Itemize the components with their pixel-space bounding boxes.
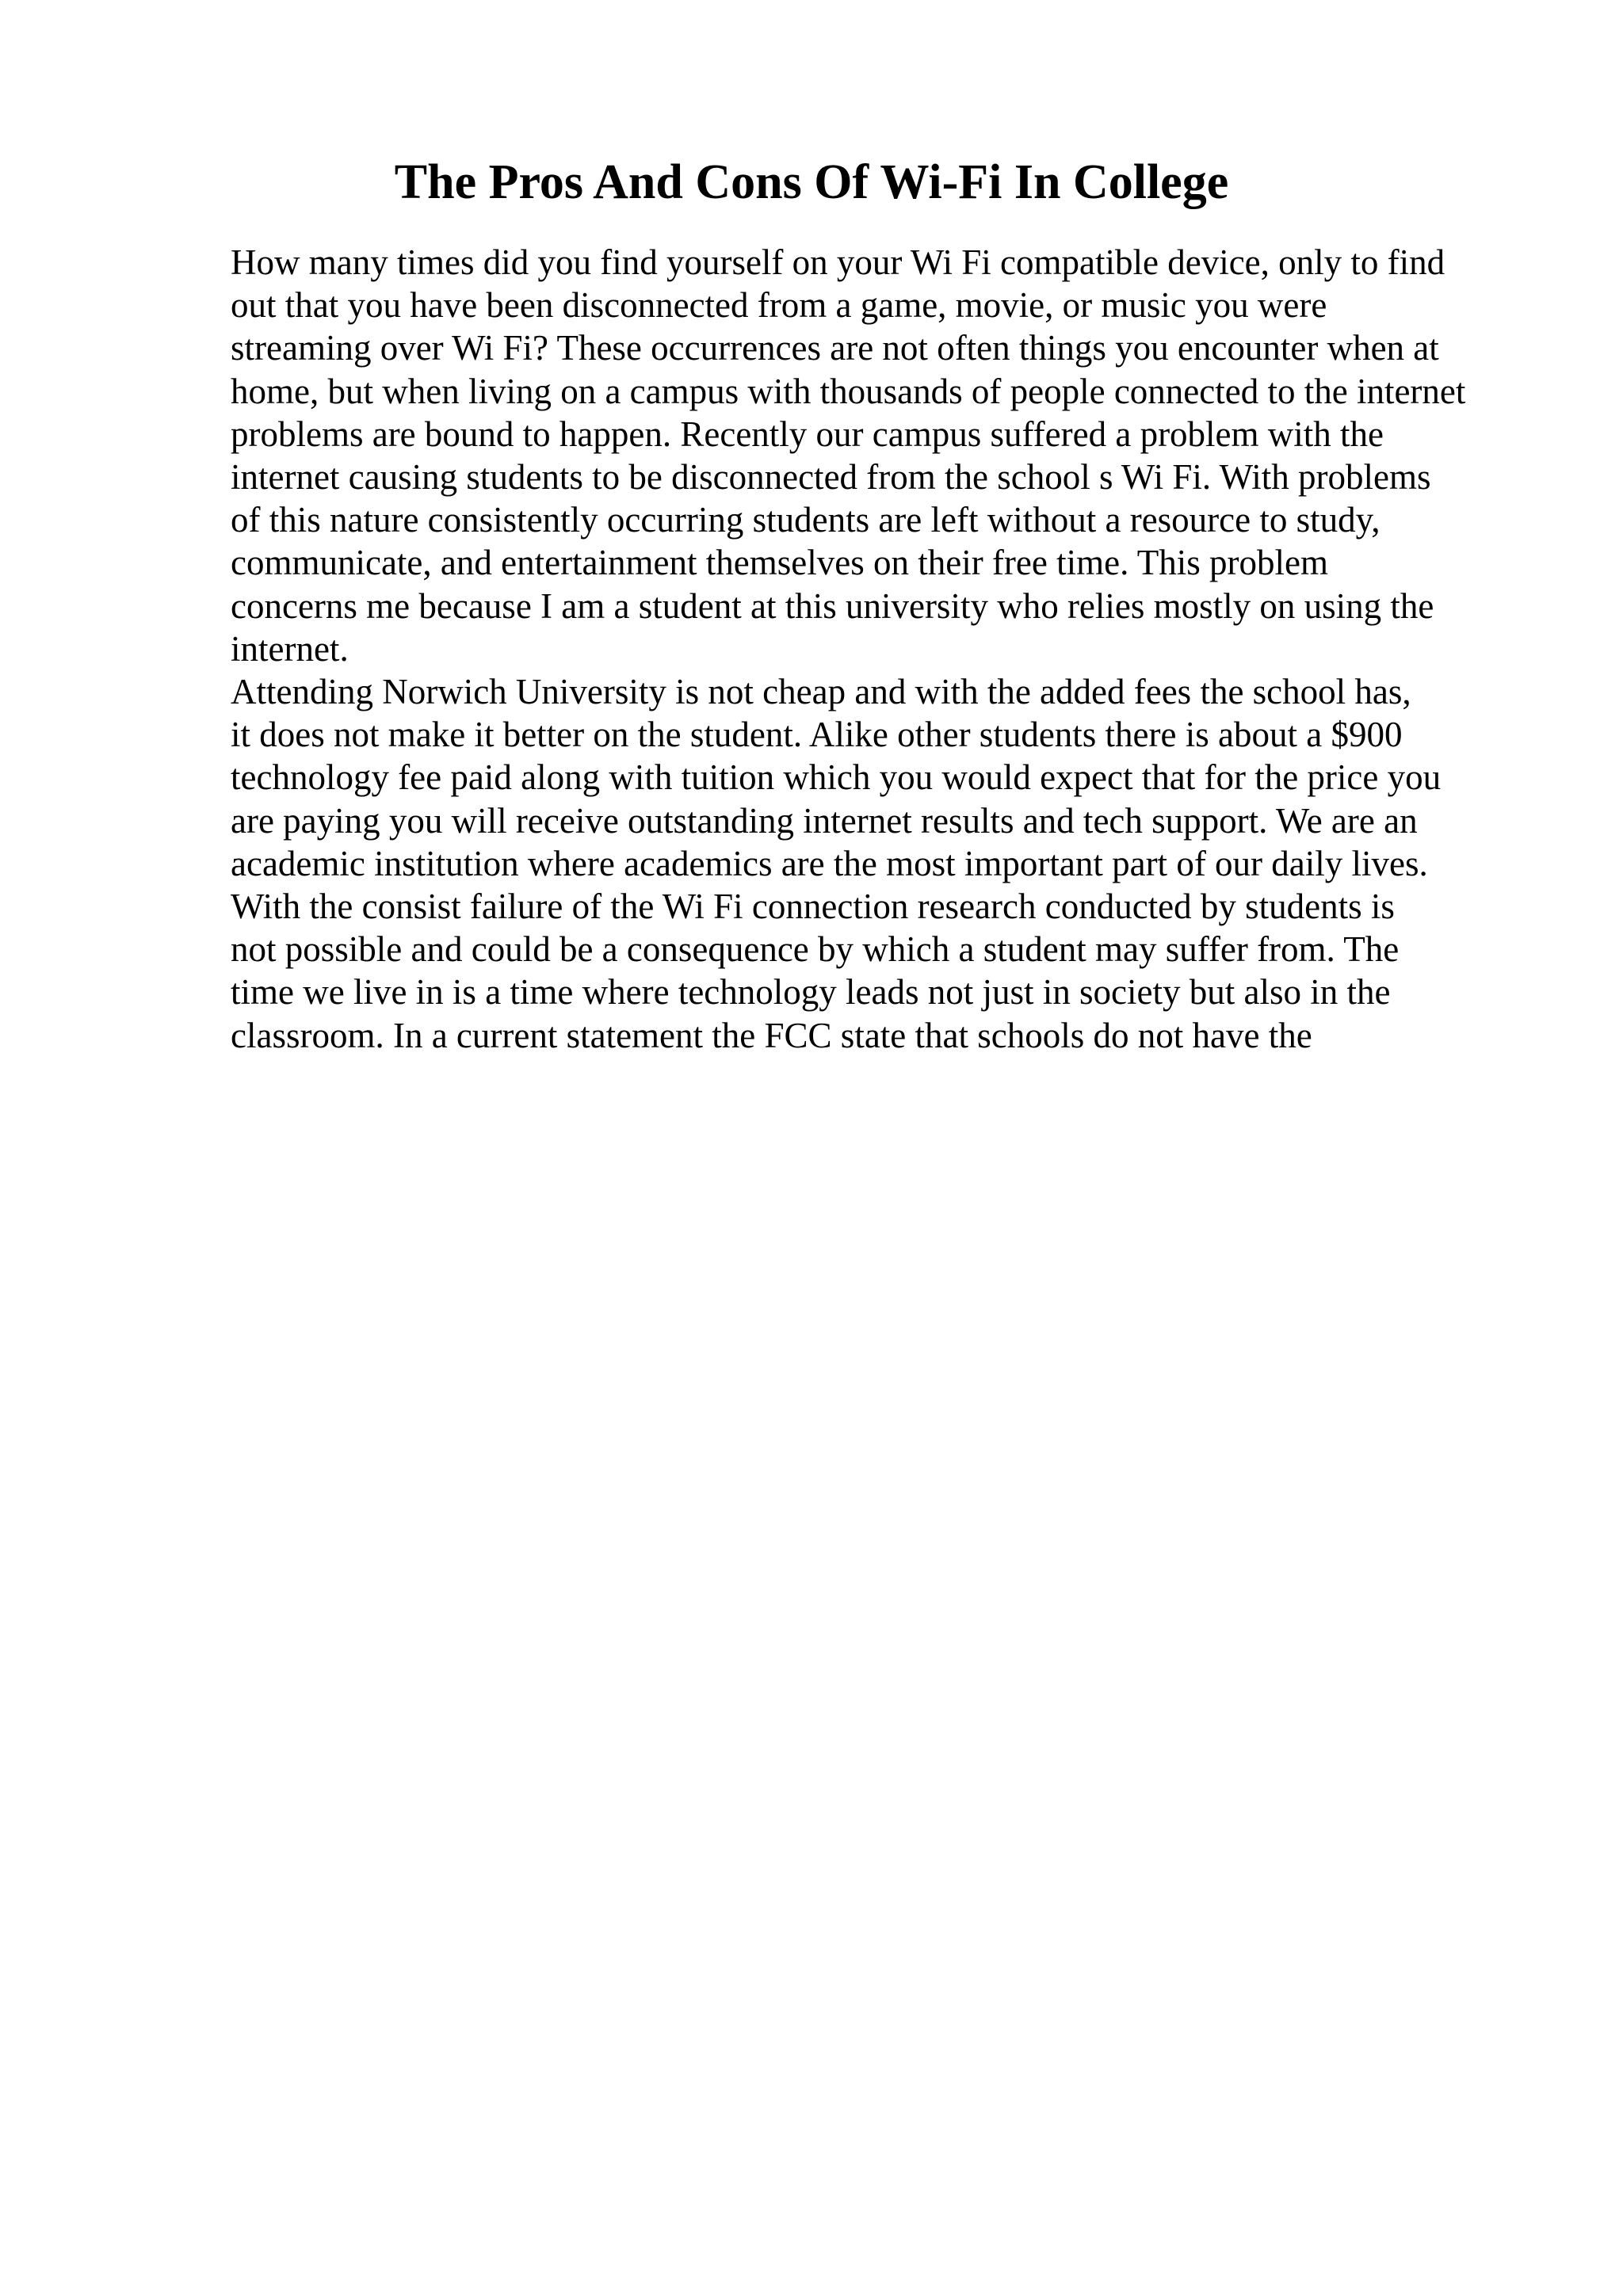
text-line: concerns me because I am a student at this university who relies mostly on using the [231,585,1434,626]
text-line: internet causing students to be disconnected from the school s Wi Fi. With problems [231,457,1431,498]
text-line: communicate, and entertainment themselves on their free time. This problem [231,543,1328,583]
text-line: Attending Norwich University is not cheap and with the added fees the school has, [231,672,1411,712]
document-body [231,241,1594,1057]
text-line: of this nature consistently occurring students are left without a resource to study, [231,500,1381,540]
text-line: home, but when living on a campus with thousands of people connected to the internet [231,371,1466,411]
text-line: streaming over Wi Fi? These occurrences are not often things you encounter when at [231,328,1439,368]
text-line: problems are bound to happen. Recently our campus suffered a problem with the [231,414,1384,454]
text-line: With the consist failure of the Wi Fi connection research conducted by students is [231,887,1395,927]
text-line: not possible and could be a consequence by which a student may suffer from. The [231,929,1400,970]
text-line: are paying you will receive outstanding internet results and tech support. We are an [231,800,1418,841]
text-line: academic institution where academics are the most important part of our daily lives. [231,843,1428,883]
text-line: it does not make it better on the student. Alike other students there is about a $900 [231,715,1403,755]
text-line: time we live in is a time where technology leads not just in society but also in the [231,972,1391,1013]
text-line: classroom. In a current statement the FCC state that schools do not have the [231,1015,1312,1055]
text-line: out that you have been disconnected from a game, movie, or music you were [231,285,1327,326]
text-line: technology fee paid along with tuition which you would expect that for the price you [231,757,1442,798]
text-line: How many times did you find yourself on your Wi Fi compatible device, only to find [231,242,1445,282]
text-line: internet. [231,628,349,669]
document-title: The Pros And Cons Of Wi-Fi In College [394,155,1229,209]
